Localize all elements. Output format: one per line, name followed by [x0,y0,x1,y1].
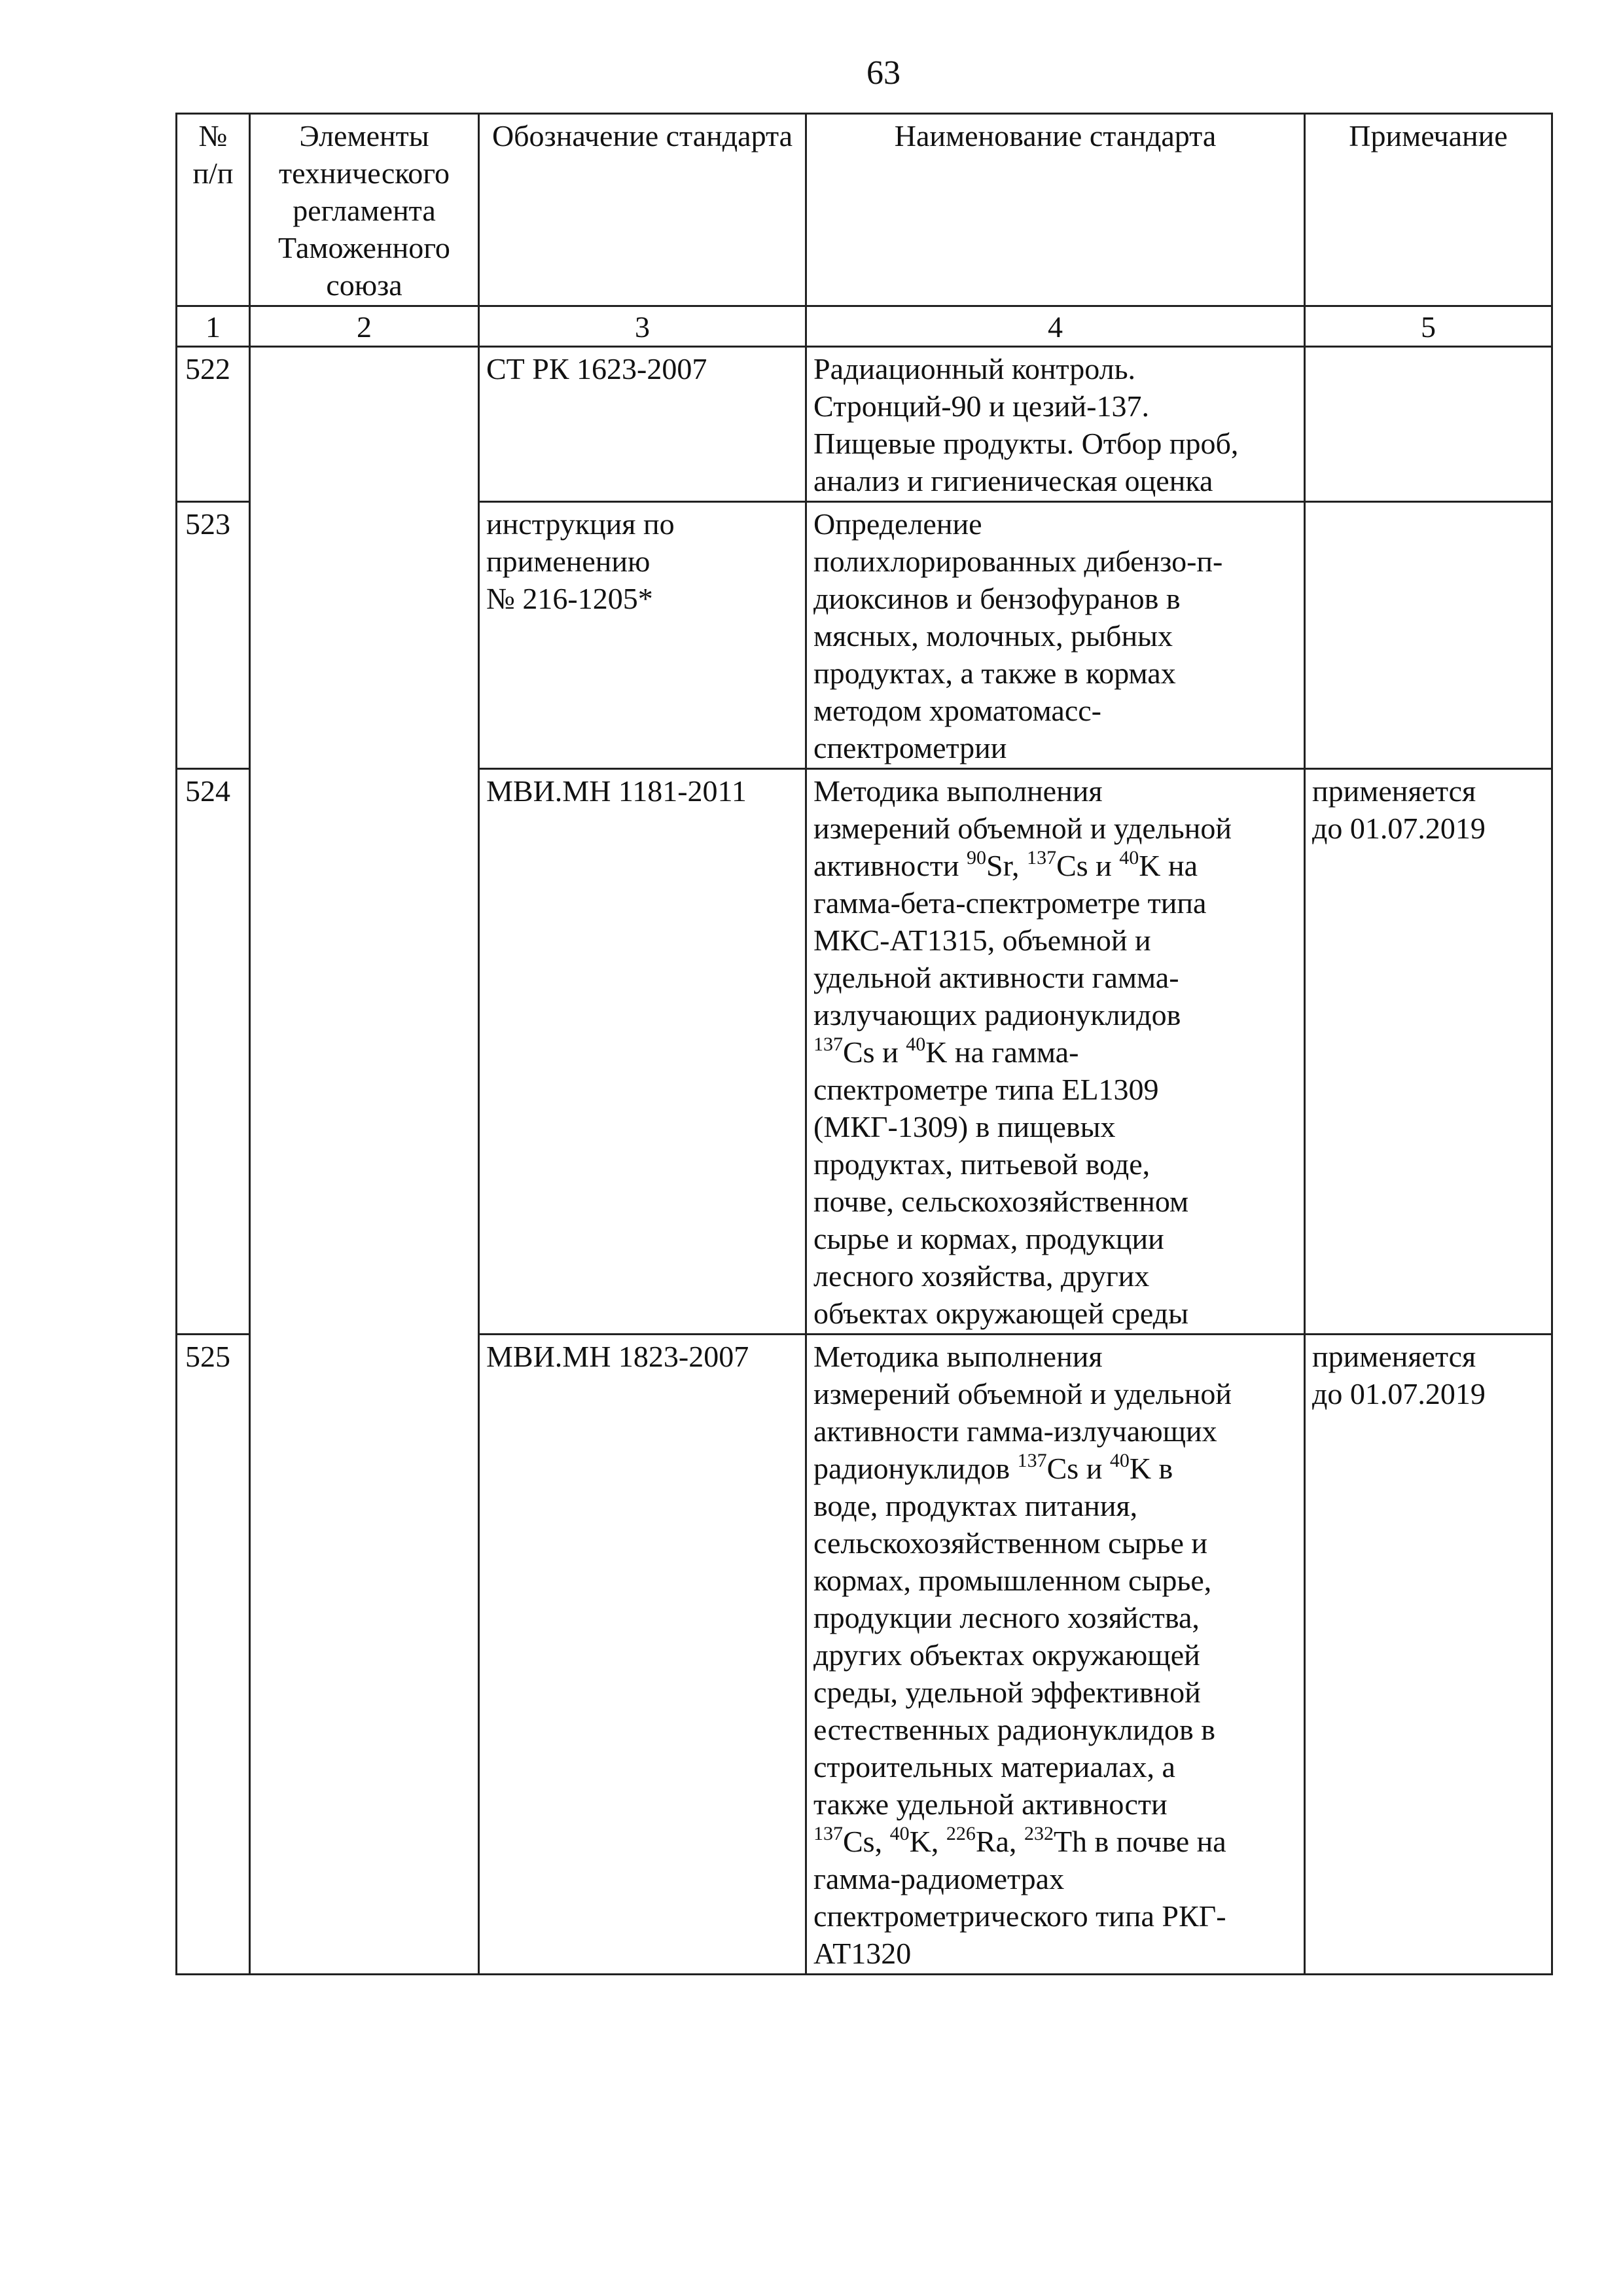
designation-line: № 216-1205* [486,582,653,615]
row-elements-cell [250,347,479,502]
name-line: Методика выполнения [813,1340,1103,1373]
name-line: Пищевые продукты. Отбор проб, [813,427,1239,460]
name-line: анализ и гигиеническая оценка [813,464,1213,497]
text-run: K, [909,1825,946,1858]
note-line: применяется [1312,774,1476,808]
standards-table [175,113,1553,1975]
row-standard-name [806,769,1305,1335]
row-elements-cell [250,1335,479,1975]
row-number: 522 [177,347,250,502]
name-line: диоксинов и бензофуранов в [813,582,1181,615]
name-line: гамма-радиометрах [813,1862,1065,1895]
column-number: 5 [1305,306,1552,347]
column-number: 4 [806,306,1305,347]
row-note [1305,347,1552,502]
row-standard-name [806,347,1305,502]
name-line: других объектах окружающей [813,1638,1200,1672]
text-run: Cs, [843,1825,890,1858]
name-line: воде, продуктах питания, [813,1489,1138,1522]
isotope-superscript: 137 [813,1033,843,1055]
row-note [1305,1335,1552,1975]
name-line: продуктах, а также в кормах [813,656,1176,690]
header-row [177,114,1552,306]
row-elements-cell [250,769,479,1335]
name-line: активности гамма-излучающих [813,1414,1217,1448]
text-run: Cs и [1056,849,1120,882]
name-line: продукции лесного хозяйства, [813,1601,1200,1634]
note-line: до 01.07.2019 [1312,1377,1486,1410]
row-designation [479,502,806,769]
name-line: методом хроматомасс- [813,694,1101,727]
row-note [1305,769,1552,1335]
text-run: Cs и [843,1035,906,1069]
name-line: удельной активности гамма- [813,961,1179,994]
text-run: Sr, [986,849,1027,882]
table-row [177,502,1552,769]
column-number: 2 [250,306,479,347]
header-num: № п/п [177,114,250,306]
isotope-superscript: 226 [946,1823,976,1844]
isotope-superscript: 40 [1109,1450,1130,1471]
name-line: измерений объемной и удельной [813,1377,1232,1410]
name-line [813,1033,1297,1071]
isotope-superscript: 90 [967,847,986,869]
name-line: Определение [813,507,982,541]
isotope-superscript: 40 [1119,847,1139,869]
isotope-superscript: 137 [813,1823,843,1844]
header-name: Наименование стандарта [806,114,1305,306]
text-run: Cs и [1046,1452,1110,1485]
name-line: АТ1320 [813,1937,912,1970]
column-number: 3 [479,306,806,347]
name-line: излучающих радионуклидов [813,998,1181,1031]
isotope-superscript: 40 [906,1033,926,1055]
name-line [813,1450,1297,1487]
isotope-superscript: 137 [1017,1450,1047,1471]
isotope-superscript: 40 [889,1823,910,1844]
row-designation: МВИ.МН 1181-2011 [479,769,806,1335]
name-line: лесного хозяйства, других [813,1259,1150,1293]
row-note [1305,502,1552,769]
name-line: (МКГ-1309) в пищевых [813,1110,1116,1143]
row-designation: МВИ.МН 1823-2007 [479,1335,806,1975]
name-line: спектрометрии [813,731,1007,764]
name-line: гамма-бета-спектрометре типа [813,886,1207,920]
column-number: 1 [177,306,250,347]
row-standard-name [806,1335,1305,1975]
column-numbers-row [177,306,1552,347]
name-line: спектрометрического типа РКГ- [813,1899,1226,1933]
text-run: Th в почве на [1053,1825,1226,1858]
name-line: продуктах, питьевой воде, [813,1147,1150,1181]
name-line: объектах окружающей среды [813,1297,1188,1330]
name-line: сырье и кормах, продукции [813,1222,1164,1255]
name-line: МКС-АТ1315, объемной и [813,924,1151,957]
designation-line: применению [486,545,651,578]
text-run: Ra, [975,1825,1024,1858]
row-number: 523 [177,502,250,769]
table-row [177,1335,1552,1975]
name-line: почве, сельскохозяйственном [813,1185,1189,1218]
name-line: среды, удельной эффективной [813,1676,1201,1709]
row-designation: СТ РК 1623-2007 [479,347,806,502]
row-number: 525 [177,1335,250,1975]
name-line: Методика выполнения [813,774,1103,808]
name-line: строительных материалах, а [813,1750,1175,1784]
table-row [177,769,1552,1335]
text-run: K в [1129,1452,1173,1485]
name-line: спектрометре типа EL1309 [813,1073,1159,1106]
name-line: полихлорированных дибензо-п- [813,545,1223,578]
header-elements: Элементы технического регламента Таможенного союза [250,114,479,306]
table-row [177,347,1552,502]
name-line [813,1823,1297,1860]
text-run: активности [813,849,967,882]
header-designation: Обозначение стандарта [479,114,806,306]
row-number: 524 [177,769,250,1335]
page-number: 63 [866,54,901,92]
note-line: до 01.07.2019 [1312,812,1486,845]
designation-line: инструкция по [486,507,675,541]
row-elements-cell [250,502,479,769]
text-run: радионуклидов [813,1452,1018,1485]
row-standard-name [806,502,1305,769]
text-run: K на гамма- [925,1035,1079,1069]
name-line: Стронций-90 и цезий-137. [813,389,1149,423]
note-line: применяется [1312,1340,1476,1373]
name-line [813,847,1297,884]
text-run: K на [1139,849,1198,882]
name-line: естественных радионуклидов в [813,1713,1215,1746]
name-line: измерений объемной и удельной [813,812,1232,845]
name-line: мясных, молочных, рыбных [813,619,1173,653]
header-note: Примечание [1305,114,1552,306]
name-line: сельскохозяйственном сырье и [813,1526,1207,1560]
name-line: также удельной активности [813,1787,1168,1821]
name-line: кормах, промышленном сырье, [813,1564,1212,1597]
name-line: Радиационный контроль. [813,352,1136,386]
isotope-superscript: 137 [1027,847,1057,869]
isotope-superscript: 232 [1024,1823,1054,1844]
